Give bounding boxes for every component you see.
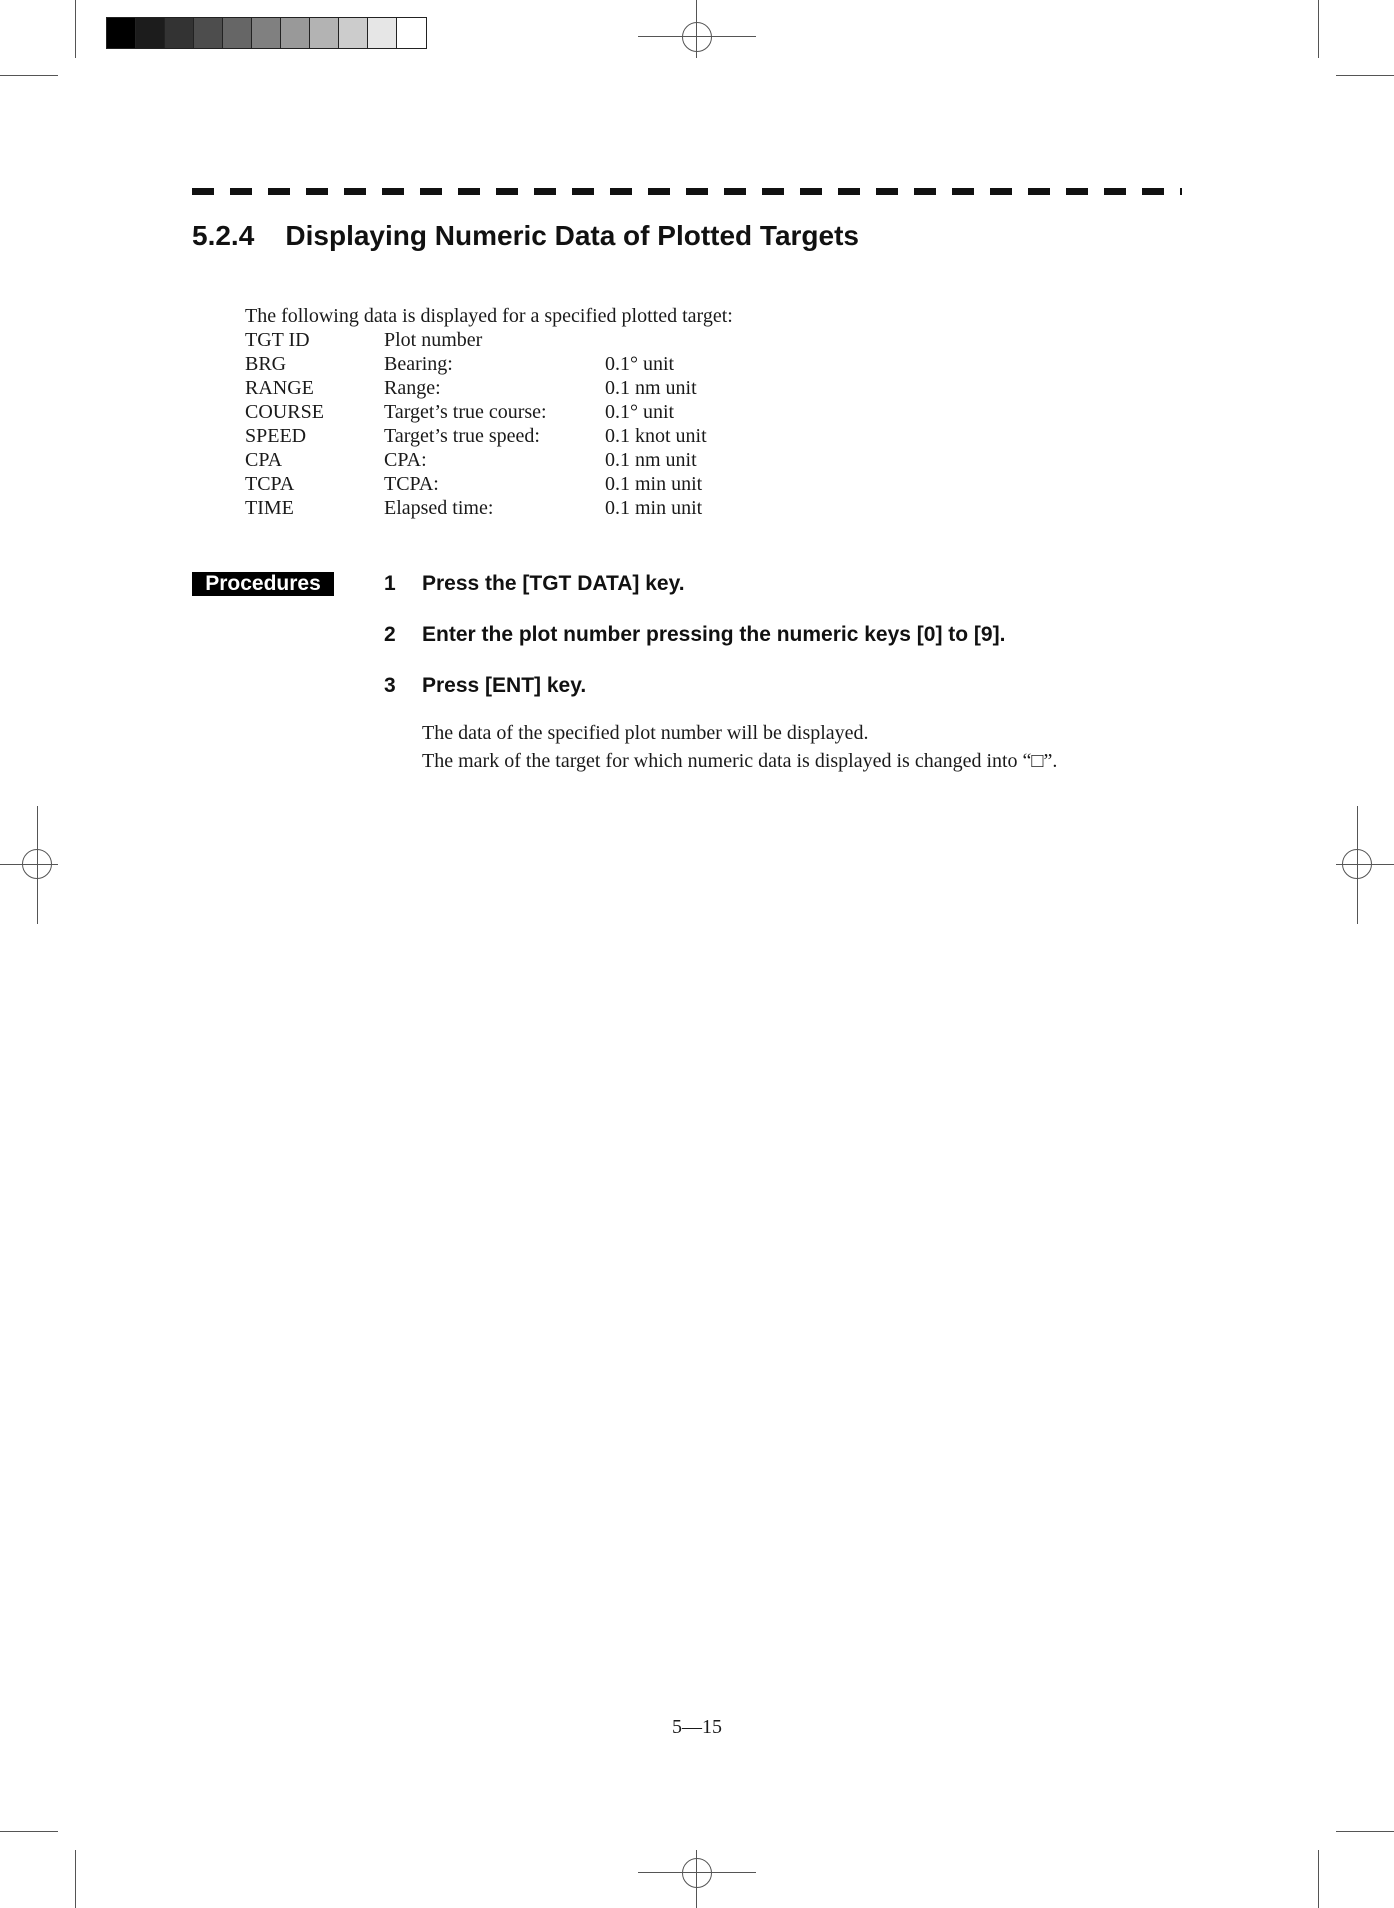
data-description: Target’s true course: bbox=[384, 401, 547, 423]
step-number: 1 bbox=[384, 572, 396, 595]
data-description: CPA: bbox=[384, 449, 427, 471]
data-code: TGT ID bbox=[245, 329, 310, 351]
procedure-step-1 bbox=[384, 572, 685, 596]
step-text: Enter the plot number pressing the numeric keys [0] to [9]. bbox=[422, 623, 1006, 646]
grayscale-swatch bbox=[252, 18, 281, 48]
step-note: The data of the specified plot number will be displayed. bbox=[422, 722, 869, 744]
registration-mark-circle bbox=[682, 22, 712, 52]
data-description: Target’s true speed: bbox=[384, 425, 540, 447]
procedures-badge: Procedures bbox=[192, 572, 334, 596]
grayscale-swatch bbox=[397, 18, 426, 48]
data-unit: 0.1 nm unit bbox=[605, 449, 697, 471]
crop-mark bbox=[75, 0, 76, 58]
target-data-table bbox=[245, 328, 707, 520]
section-title: Displaying Numeric Data of Plotted Targets bbox=[285, 220, 859, 251]
registration-mark-circle bbox=[682, 1858, 712, 1888]
page-number: 5—15 bbox=[672, 1716, 722, 1738]
intro-text: The following data is displayed for a specified plotted target: bbox=[245, 305, 733, 327]
data-code: CPA bbox=[245, 449, 283, 471]
grayscale-swatch bbox=[368, 18, 397, 48]
data-table-row bbox=[245, 352, 707, 376]
data-table-row bbox=[245, 496, 707, 520]
dashed-section-divider bbox=[192, 188, 1182, 195]
grayscale-swatch bbox=[339, 18, 368, 48]
crop-mark bbox=[1318, 0, 1319, 58]
crop-mark bbox=[75, 1850, 76, 1908]
grayscale-swatch bbox=[310, 18, 339, 48]
data-code: BRG bbox=[245, 353, 287, 375]
crop-mark bbox=[1336, 75, 1394, 76]
data-code: RANGE bbox=[245, 377, 314, 399]
data-table-row bbox=[245, 328, 707, 352]
data-unit: 0.1° unit bbox=[605, 401, 675, 423]
section-number: 5.2.4 bbox=[192, 220, 255, 251]
data-unit: 0.1 min unit bbox=[605, 497, 703, 519]
data-table-row bbox=[245, 376, 707, 400]
step-note: The mark of the target for which numeric data is displayed is changed into “□”. bbox=[422, 750, 1058, 772]
grayscale-swatch bbox=[223, 18, 252, 48]
step-text: Press the [TGT DATA] key. bbox=[422, 572, 685, 595]
crop-mark bbox=[1318, 1850, 1319, 1908]
data-description: Plot number bbox=[384, 329, 483, 351]
crop-mark bbox=[0, 75, 58, 76]
step-text: Press [ENT] key. bbox=[422, 674, 587, 697]
crop-mark bbox=[1336, 1831, 1394, 1832]
grayscale-swatch bbox=[281, 18, 310, 48]
data-unit: 0.1 knot unit bbox=[605, 425, 707, 447]
data-description: TCPA: bbox=[384, 473, 439, 495]
data-description: Elapsed time: bbox=[384, 497, 494, 519]
data-code: TIME bbox=[245, 497, 294, 519]
step-number: 2 bbox=[384, 623, 396, 646]
step-number: 3 bbox=[384, 674, 396, 697]
data-code: TCPA bbox=[245, 473, 295, 495]
data-code: COURSE bbox=[245, 401, 324, 423]
grayscale-swatch bbox=[194, 18, 223, 48]
grayscale-swatch bbox=[165, 18, 194, 48]
data-unit: 0.1 nm unit bbox=[605, 377, 697, 399]
data-code: SPEED bbox=[245, 425, 307, 447]
section-heading bbox=[192, 220, 859, 252]
data-description: Bearing: bbox=[384, 353, 453, 375]
grayscale-calibration-strip bbox=[106, 17, 427, 49]
crop-mark bbox=[0, 1831, 58, 1832]
data-description: Range: bbox=[384, 377, 441, 399]
grayscale-swatch bbox=[136, 18, 165, 48]
procedure-step-3 bbox=[384, 674, 586, 698]
registration-mark-circle bbox=[1342, 849, 1372, 879]
data-unit bbox=[605, 328, 707, 352]
data-unit: 0.1° unit bbox=[605, 353, 675, 375]
data-table-row bbox=[245, 472, 707, 496]
data-table-row bbox=[245, 424, 707, 448]
procedure-step-2 bbox=[384, 623, 1005, 647]
data-unit: 0.1 min unit bbox=[605, 473, 703, 495]
data-table-row bbox=[245, 400, 707, 424]
grayscale-swatch bbox=[107, 18, 136, 48]
data-table-row bbox=[245, 448, 707, 472]
registration-mark-circle bbox=[22, 849, 52, 879]
